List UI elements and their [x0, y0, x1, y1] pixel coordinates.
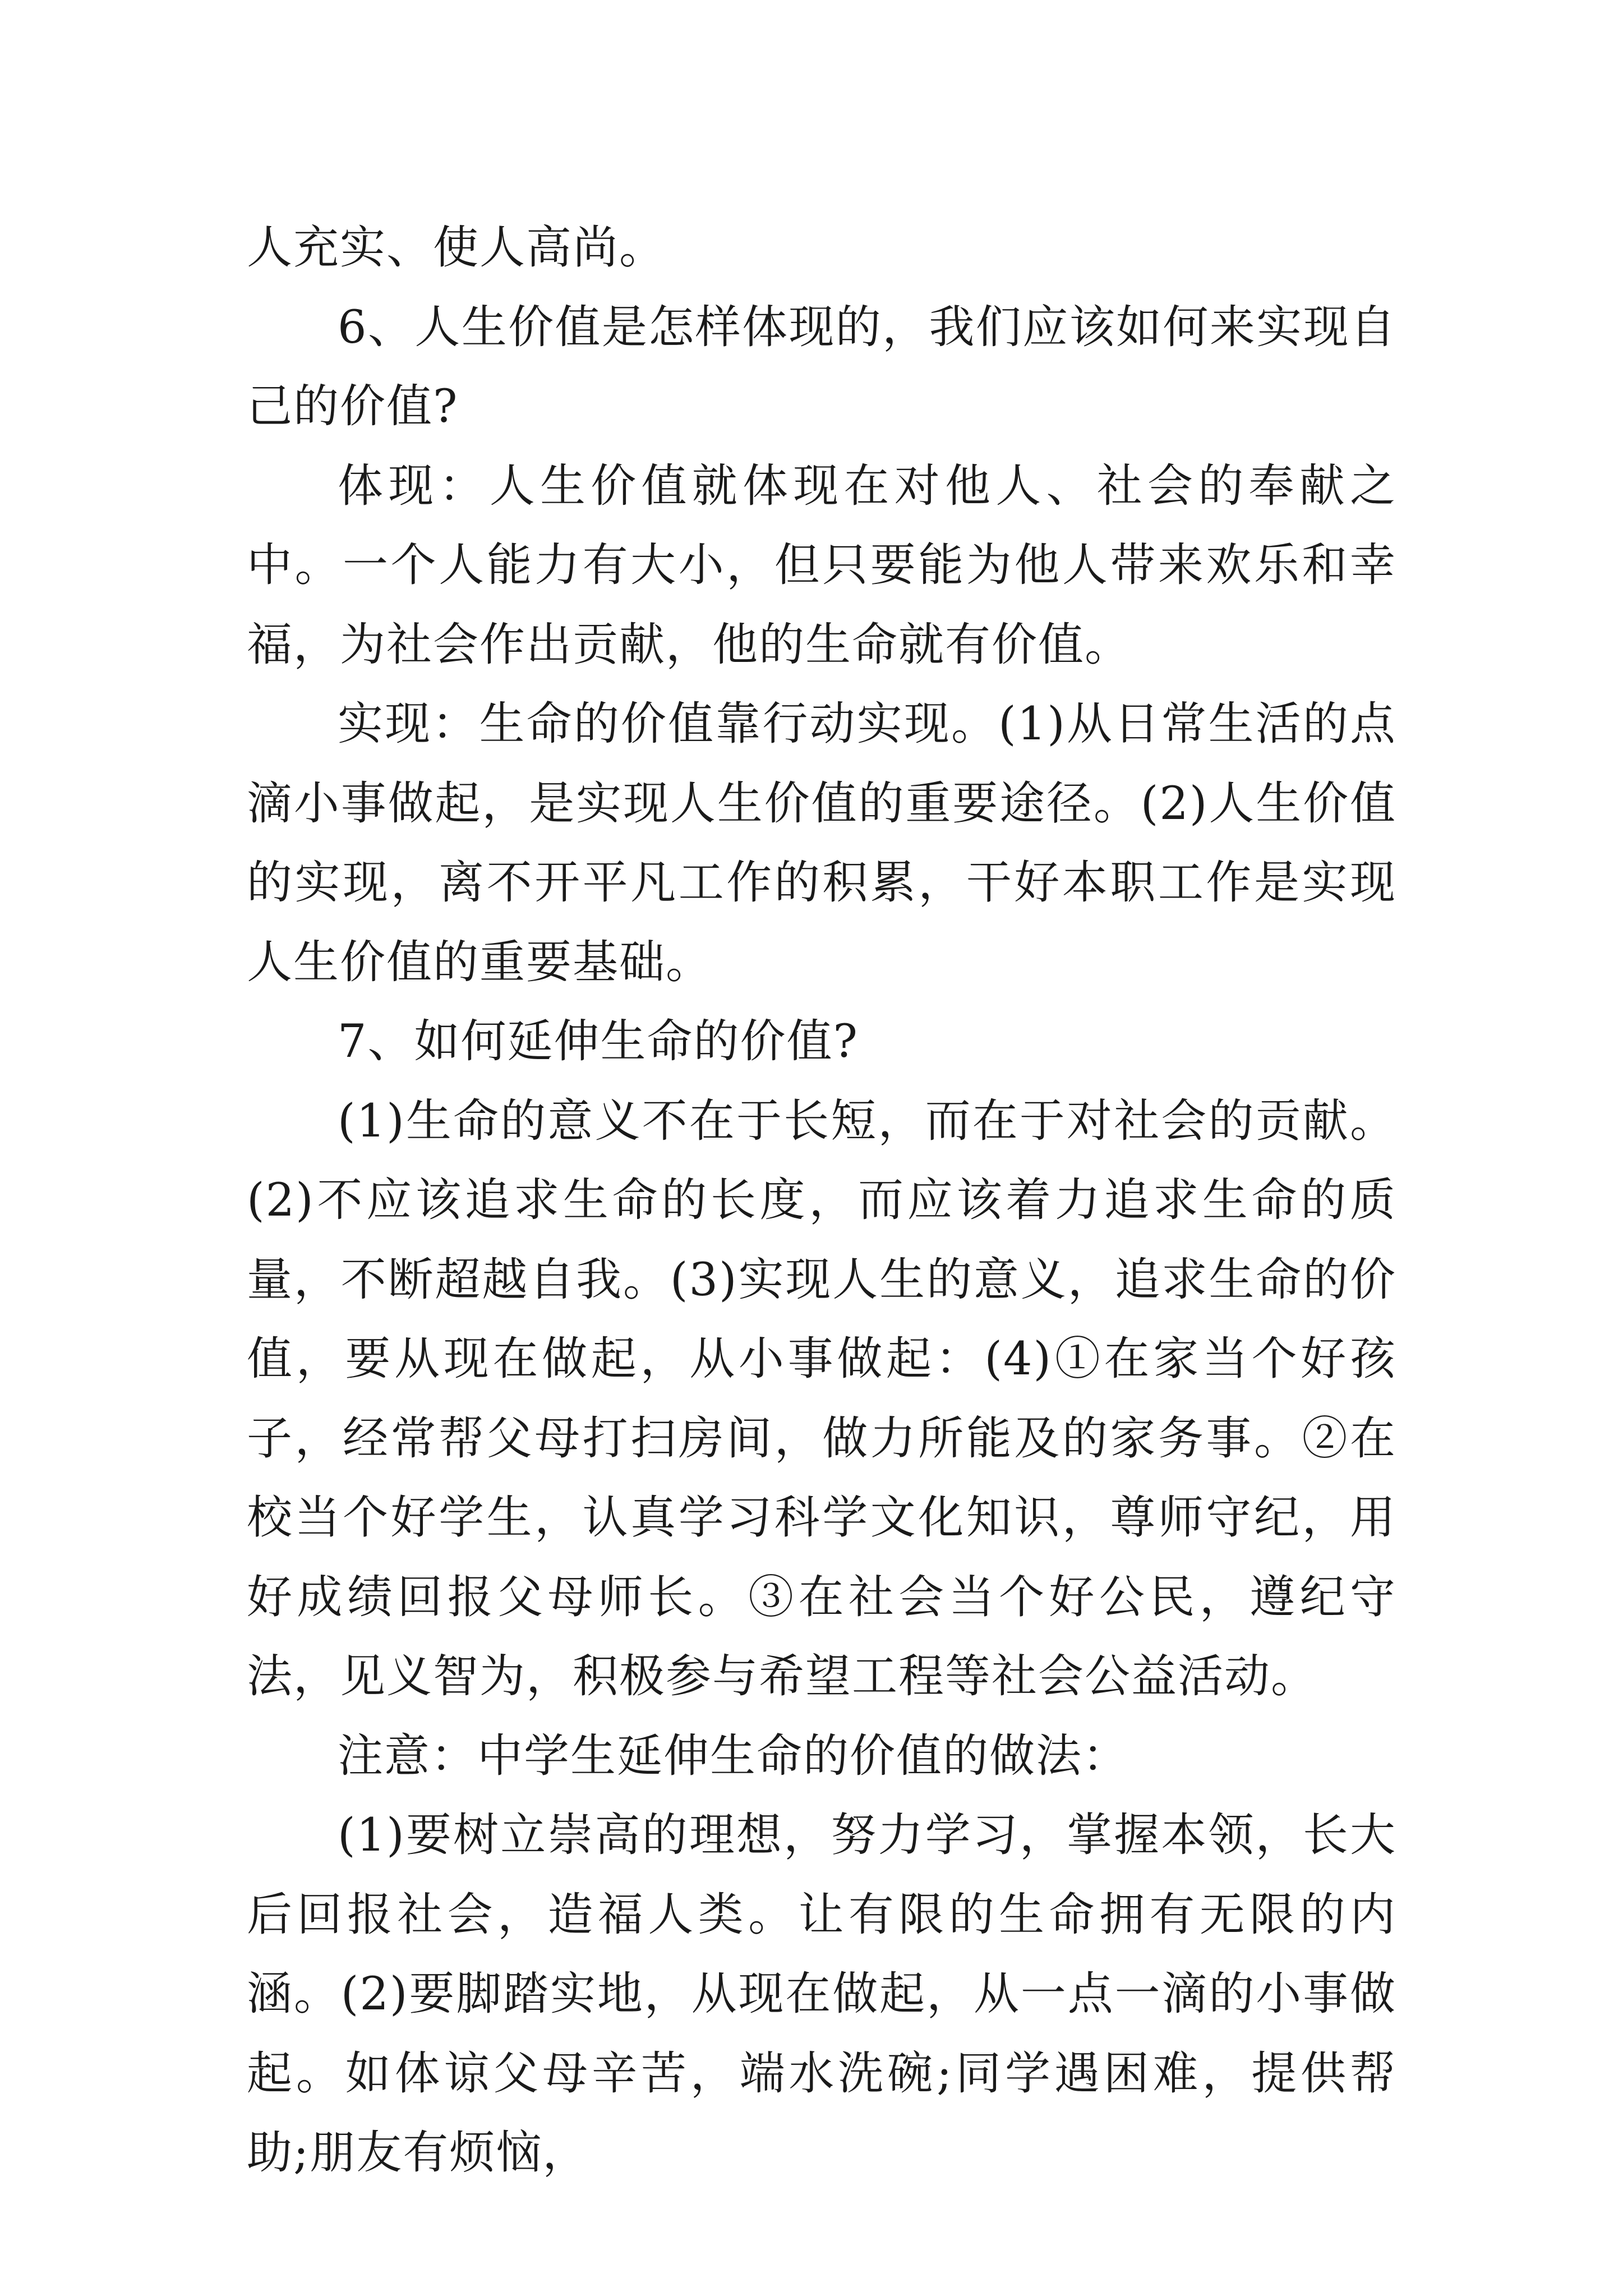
paragraph-7: 注意：中学生延伸生命的价值的做法： [338, 1729, 1129, 1783]
document-body [247, 209, 1396, 2193]
paragraph-4: 实现：生命的价值靠行动实现。(1)从日常生活的点滴小事做起，是实现人生价值的重要途径。(2)人生价值的实现，离不开平凡工作的积累，干好本职工作是实现人生价值的重要基础。 [247, 698, 1396, 989]
paragraph-1: 人充实、使人高尚。 [247, 222, 666, 274]
paragraph-6: (1)生命的意义不在于长短，而在于对社会的贡献。(2)不应该追求生命的长度，而应该着力追求生命的质量，不断超越自我。(3)实现人生的意义，追求生命的价值，要从现在做起，从小事做起：(4)①在家当个好孩子，经常帮父母打扫房间，做力所能及的家务事。②在校当个好学生，认真学习科学文化知识，尊师守纪，用好成绩回报父母师长。③在社会当个好公民，遵纪守法，见义智为，积极参与希望工程等社会公益活动。 [247, 1094, 1396, 1703]
paragraph-3: 体现：人生价值就体现在对他人、社会的奉献之中。一个人能力有大小，但只要能为他人带来欢乐和幸福，为社会作出贡献，他的生命就有价值。 [247, 459, 1396, 671]
paragraph-2: 6、人生价值是怎样体现的，我们应该如何来实现自己的价值? [247, 301, 1396, 433]
paragraph-8: (1)要树立崇高的理想，努力学习，掌握本领，长大后回报社会，造福人类。让有限的生命拥有无限的内涵。(2)要脚踏实地，从现在做起，从一点一滴的小事做起。如体谅父母辛苦，端水洗碗;同学遇困难，提供帮助;朋友有烦恼， [247, 1809, 1396, 2179]
paragraph-5: 7、如何延伸生命的价值? [338, 1015, 859, 1068]
